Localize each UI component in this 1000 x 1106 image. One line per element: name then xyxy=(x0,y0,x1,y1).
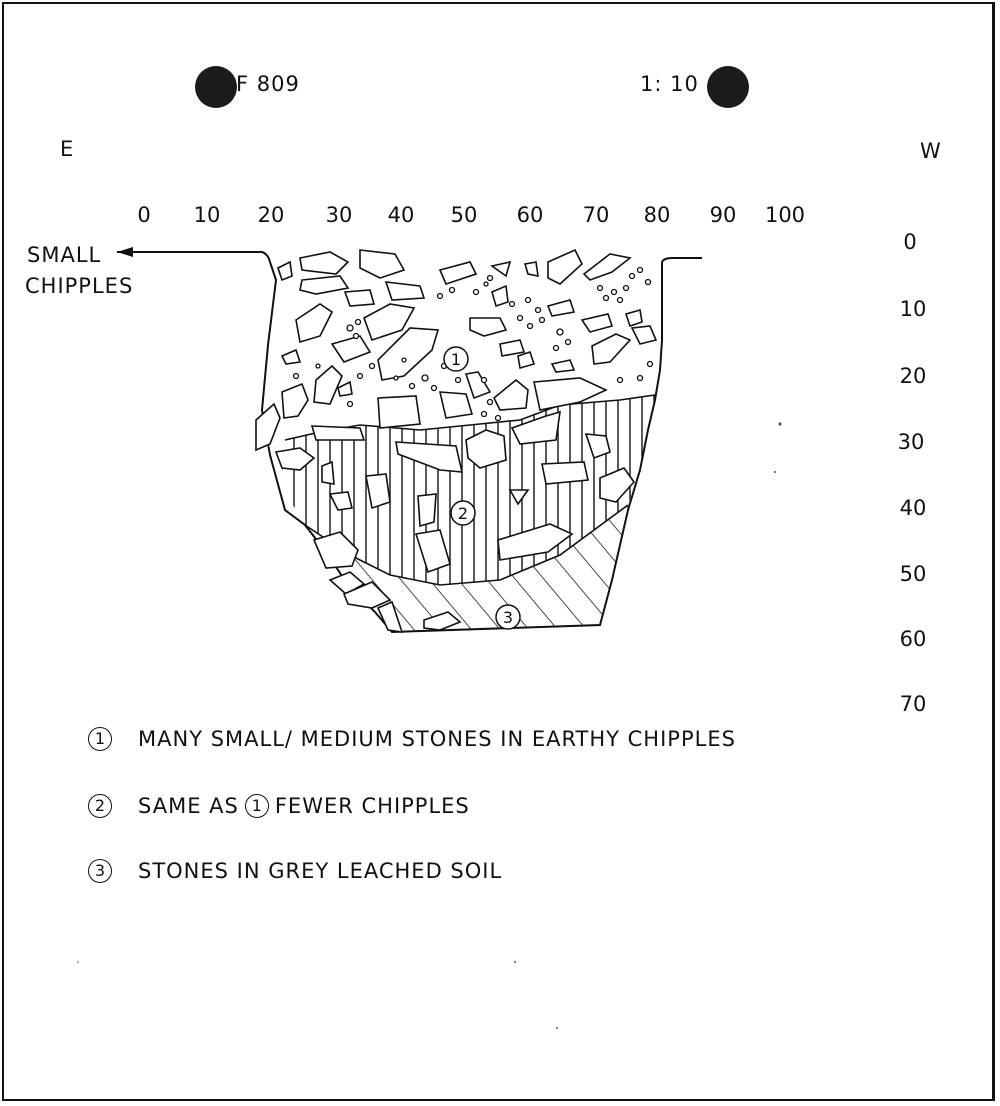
legend-number-2: 2 xyxy=(88,794,112,818)
depth-tick-label: 0 xyxy=(903,230,917,254)
layer-1-marker-label: 1 xyxy=(450,350,462,369)
depth-tick-label: 50 xyxy=(899,562,927,586)
annotation-chipples: CHIPPLES xyxy=(25,274,134,298)
layer-3-marker-label: 3 xyxy=(502,608,514,627)
legend-description-1: MANY SMALL/ MEDIUM STONES IN EARTHY CHIPPLES xyxy=(138,727,736,751)
legend-description-2-prefix: SAME AS xyxy=(138,794,239,818)
west-label: W xyxy=(920,139,942,163)
legend-number-1: 1 xyxy=(88,727,112,751)
legend-reference-number: 1 xyxy=(245,794,269,818)
depth-tick-label: 70 xyxy=(899,692,927,716)
east-label: E xyxy=(60,137,75,161)
legend-description-2-suffix: FEWER CHIPPLES xyxy=(274,794,470,818)
legend-description-3: STONES IN GREY LEACHED SOIL xyxy=(138,859,503,883)
legend-row-2 xyxy=(88,791,470,821)
legend-number-3: 3 xyxy=(88,859,112,883)
h-tick-label: 10 xyxy=(193,203,221,227)
annotation-small: SMALL xyxy=(27,243,102,267)
h-tick-label: 70 xyxy=(582,203,610,227)
depth-tick-label: 10 xyxy=(899,297,927,321)
h-tick-label: 90 xyxy=(709,203,737,227)
h-tick-label: 80 xyxy=(643,203,671,227)
scale-label: 1: 10 xyxy=(640,72,699,96)
h-tick-label: 30 xyxy=(325,203,353,227)
h-tick-label: 100 xyxy=(764,203,806,227)
depth-tick-label: 60 xyxy=(899,627,927,651)
legend-row-1 xyxy=(88,724,736,754)
h-tick-label: 20 xyxy=(257,203,285,227)
ground-surface-line xyxy=(133,252,270,262)
layer-2-marker-label: 2 xyxy=(457,504,469,523)
h-tick-label: 40 xyxy=(387,203,415,227)
depth-tick-label: 30 xyxy=(897,430,925,454)
h-tick-label: 50 xyxy=(450,203,478,227)
depth-tick-label: 20 xyxy=(899,364,927,388)
ground-surface-line xyxy=(662,258,702,262)
h-tick-label: 0 xyxy=(137,203,151,227)
feature-label: F 809 xyxy=(236,72,300,96)
legend-row-3 xyxy=(88,856,502,886)
depth-tick-label: 40 xyxy=(899,496,927,520)
h-tick-label: 60 xyxy=(516,203,544,227)
